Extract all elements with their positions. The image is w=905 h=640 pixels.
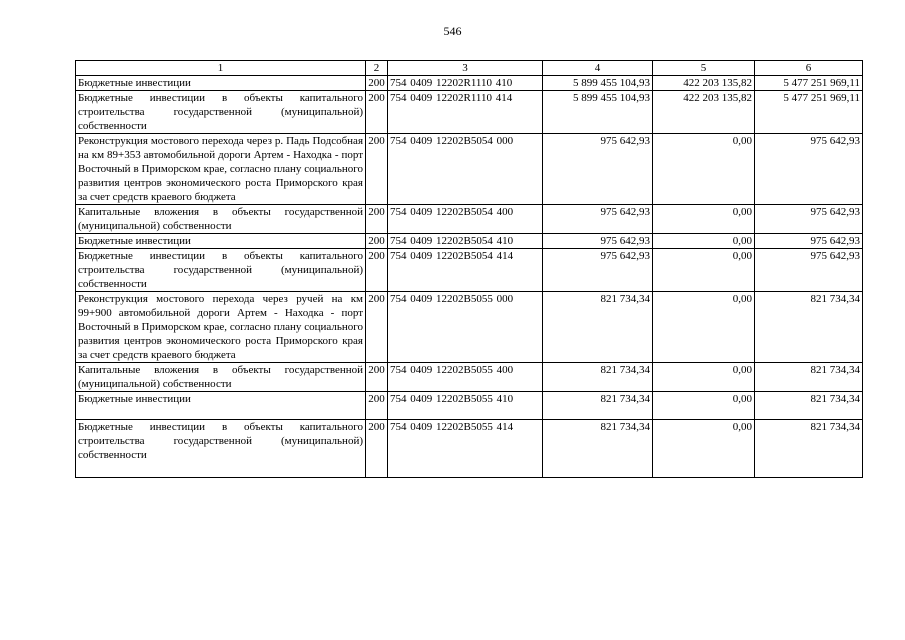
header-col-4: 4: [543, 61, 653, 76]
table-row: [76, 76, 863, 91]
header-col-1: 1: [76, 61, 366, 76]
row-code: 754 0409 12202B5054 410: [388, 234, 543, 249]
row-col-4: 5 899 455 104,93: [543, 76, 653, 91]
table-row: [76, 392, 863, 420]
row-col-4: 821 734,34: [543, 420, 653, 478]
row-col-5: 0,00: [653, 392, 755, 420]
table-row: [76, 234, 863, 249]
row-col-6: 5 477 251 969,11: [755, 91, 863, 134]
row-col-6: 821 734,34: [755, 292, 863, 363]
row-col-2: 200: [366, 420, 388, 478]
header-col-3: 3: [388, 61, 543, 76]
row-code: 754 0409 12202B5055 400: [388, 363, 543, 392]
row-col-5: 0,00: [653, 420, 755, 478]
row-col-4: 821 734,34: [543, 392, 653, 420]
row-description: Реконструкция мостового перехода через р. Падь Подсобная на км 89+353 автомобильной дороги Артем - Находка - порт Восточный в Приморском крае, согласно плану социального развития центров экономического роста Приморского края за счет средств краевого бюджета: [76, 134, 366, 205]
row-col-2: 200: [366, 205, 388, 234]
row-col-2: 200: [366, 363, 388, 392]
row-description: Капитальные вложения в объекты государственной (муниципальной) собственности: [76, 363, 366, 392]
row-col-6: 975 642,93: [755, 249, 863, 292]
row-description: Бюджетные инвестиции: [76, 76, 366, 91]
row-col-2: 200: [366, 134, 388, 205]
row-code: 754 0409 12202R1110 414: [388, 91, 543, 134]
row-col-6: 5 477 251 969,11: [755, 76, 863, 91]
row-col-4: 821 734,34: [543, 292, 653, 363]
row-col-4: 975 642,93: [543, 134, 653, 205]
row-code: 754 0409 12202B5055 414: [388, 420, 543, 478]
table-row: [76, 249, 863, 292]
row-col-4: 975 642,93: [543, 249, 653, 292]
row-description: Бюджетные инвестиции: [76, 234, 366, 249]
row-col-6: 821 734,34: [755, 420, 863, 478]
table-header-row: [76, 61, 863, 76]
row-col-2: 200: [366, 76, 388, 91]
row-description: Бюджетные инвестиции в объекты капитального строительства государственной (муниципальной) собственности: [76, 420, 366, 478]
row-col-5: 422 203 135,82: [653, 91, 755, 134]
header-col-6: 6: [755, 61, 863, 76]
row-col-4: 975 642,93: [543, 205, 653, 234]
budget-table: [75, 60, 863, 478]
row-col-5: 0,00: [653, 363, 755, 392]
row-description: Реконструкция мостового перехода через ручей на км 99+900 автомобильной дороги Артем - Находка - порт Восточный в Приморском крае, согласно плану социального развития центров экономического роста Приморского края за счет средств краевого бюджета: [76, 292, 366, 363]
page-number: 546: [443, 24, 462, 38]
table-row: [76, 420, 863, 478]
row-code: 754 0409 12202B5055 410: [388, 392, 543, 420]
table-row: [76, 363, 863, 392]
row-col-4: 975 642,93: [543, 234, 653, 249]
row-col-2: 200: [366, 392, 388, 420]
row-description: Бюджетные инвестиции в объекты капитального строительства государственной (муниципальной) собственности: [76, 249, 366, 292]
row-col-5: 0,00: [653, 134, 755, 205]
row-col-2: 200: [366, 91, 388, 134]
row-col-6: 821 734,34: [755, 363, 863, 392]
row-col-6: 975 642,93: [755, 134, 863, 205]
row-code: 754 0409 12202B5055 000: [388, 292, 543, 363]
row-col-6: 975 642,93: [755, 205, 863, 234]
row-description: Капитальные вложения в объекты государственной (муниципальной) собственности: [76, 205, 366, 234]
row-code: 754 0409 12202R1110 410: [388, 76, 543, 91]
table-row: [76, 292, 863, 363]
row-col-2: 200: [366, 292, 388, 363]
row-code: 754 0409 12202B5054 400: [388, 205, 543, 234]
row-description: Бюджетные инвестиции: [76, 392, 366, 420]
row-col-6: 975 642,93: [755, 234, 863, 249]
header-col-2: 2: [366, 61, 388, 76]
row-col-5: 0,00: [653, 249, 755, 292]
row-col-5: 422 203 135,82: [653, 76, 755, 91]
row-col-4: 5 899 455 104,93: [543, 91, 653, 134]
row-col-5: 0,00: [653, 205, 755, 234]
row-code: 754 0409 12202B5054 000: [388, 134, 543, 205]
table-row: [76, 205, 863, 234]
row-col-4: 821 734,34: [543, 363, 653, 392]
table-row: [76, 134, 863, 205]
row-col-6: 821 734,34: [755, 392, 863, 420]
row-col-5: 0,00: [653, 234, 755, 249]
row-description: Бюджетные инвестиции в объекты капитального строительства государственной (муниципальной) собственности: [76, 91, 366, 134]
row-col-2: 200: [366, 234, 388, 249]
table-row: [76, 91, 863, 134]
row-code: 754 0409 12202B5054 414: [388, 249, 543, 292]
header-col-5: 5: [653, 61, 755, 76]
row-col-2: 200: [366, 249, 388, 292]
row-col-5: 0,00: [653, 292, 755, 363]
